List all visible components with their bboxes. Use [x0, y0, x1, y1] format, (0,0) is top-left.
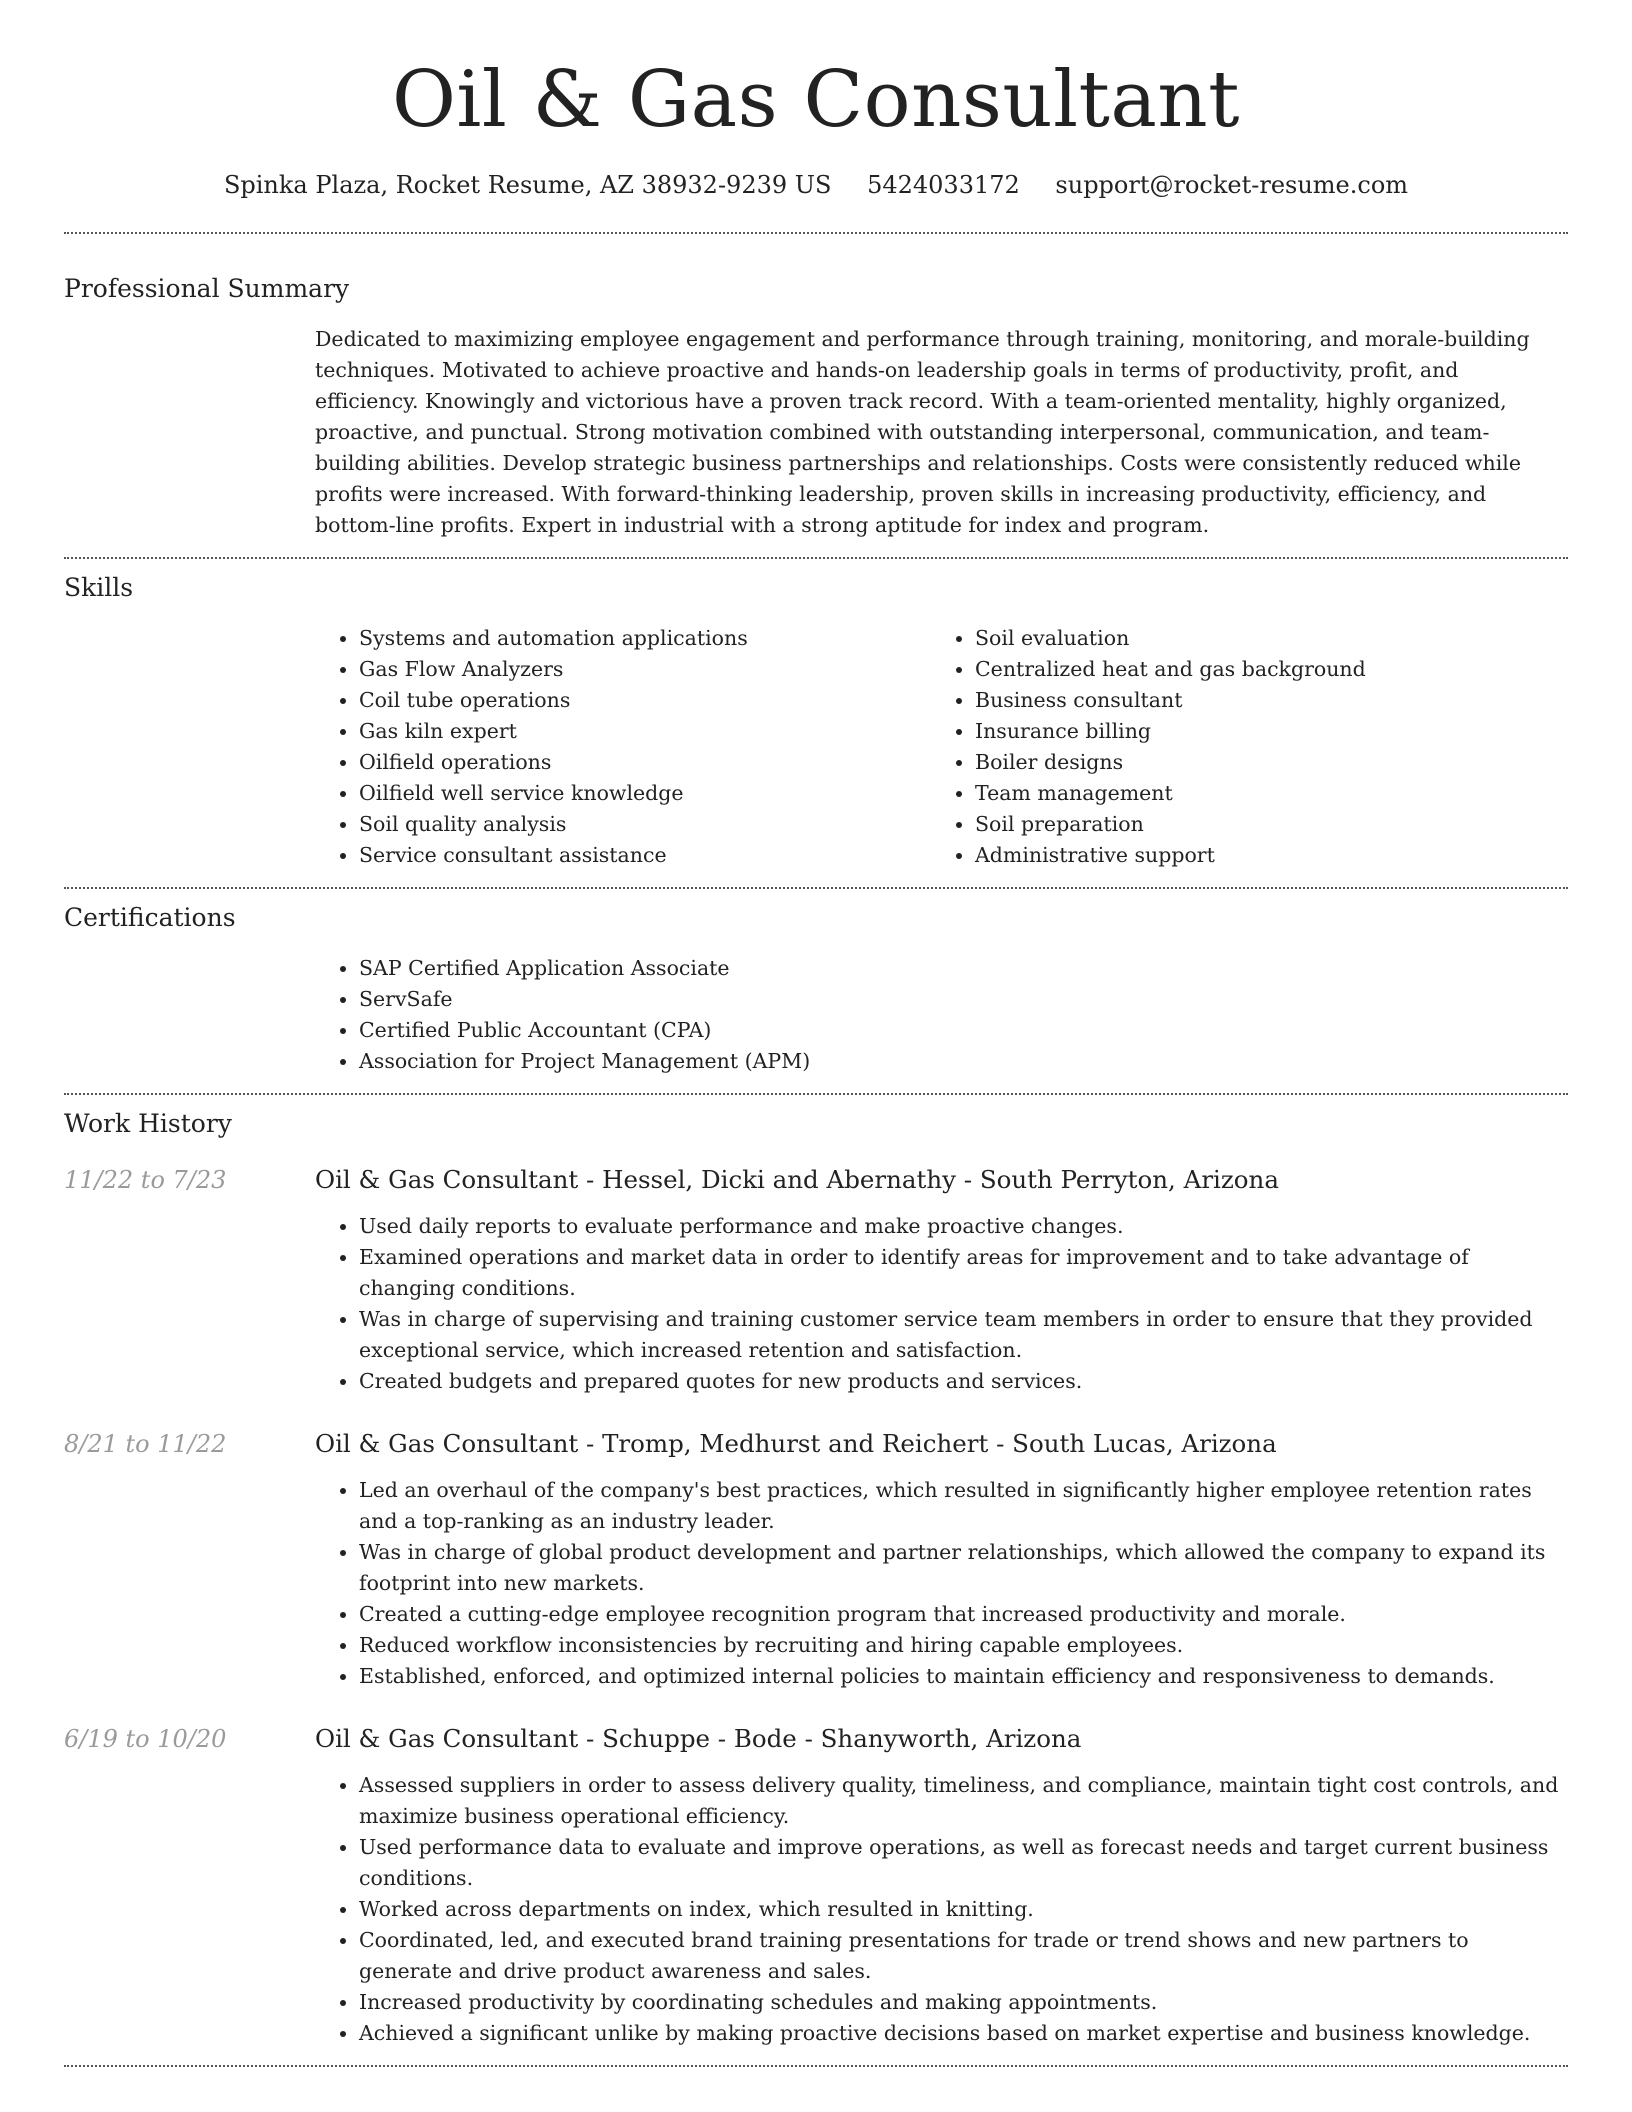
job-bullet: • Assessed suppliers in order to assess delivery quality, timeliness, and compliance, maintain tight cost controls, and maximize business operational efficiency. [359, 1770, 1568, 1832]
job-body [315, 1427, 1568, 1692]
summary-section [64, 234, 1568, 557]
job-bullet: • Worked across departments on index, which resulted in knitting. [359, 1894, 1568, 1925]
certifications-title: Certifications [64, 903, 236, 932]
skill-item: • Soil quality analysis [359, 809, 931, 840]
job-bullet: • Created budgets and prepared quotes for new products and services. [359, 1366, 1568, 1397]
job-bullet: • Created a cutting-edge employee recognition program that increased productivity and morale. [359, 1599, 1568, 1630]
skills-list [315, 623, 1568, 887]
job-bullet: • Used performance data to evaluate and improve operations, as well as forecast needs and target current business conditions. [359, 1832, 1568, 1894]
job-bullets [315, 1475, 1568, 1692]
contact-phone: 5424033172 [867, 171, 1020, 199]
contact-address: Spinka Plaza, Rocket Resume, AZ 38932-9239 US [223, 171, 832, 199]
skill-item: • Gas Flow Analyzers [359, 654, 931, 685]
job-bullet: • Was in charge of global product development and partner relationships, which allowed the company to expand its footprint into new markets. [359, 1537, 1568, 1599]
job-title: Oil & Gas Consultant - Schuppe - Bode - Shanyworth, Arizona [315, 1724, 1082, 1753]
contact-line [64, 168, 1568, 202]
certifications-list [315, 953, 1568, 1093]
skills-title: Skills [64, 573, 134, 602]
job-bullet: • Led an overhaul of the company's best practices, which resulted in significantly higher employee retention rates and a top-ranking as an industry leader. [359, 1475, 1568, 1537]
summary-text: Dedicated to maximizing employee engagement and performance through training, monitoring, and morale-building techniques. Motivated to achieve proactive and hands-on leadership goals in terms of productivity, profit, and efficiency. Knowingly and victorious have a proven track record. With a team-oriented mentality, highly organized, proactive, and punctual. Strong motivation combined with outstanding interpersonal, communication, and team-building abilities. Develop strategic business partnerships and relationships. Costs were consistently reduced while profits were increased. With forward-thinking leadership, proven skills in increasing productivity, efficiency, and bottom-line profits. Expert in industrial with a strong aptitude for index and program. [315, 327, 1530, 537]
job-body [315, 1722, 1568, 2049]
job-title: Oil & Gas Consultant - Tromp, Medhurst and Reichert - South Lucas, Arizona [315, 1429, 1277, 1458]
job-bullet: • Examined operations and market data in order to identify areas for improvement and to take advantage of changing conditions. [359, 1242, 1568, 1304]
candidate-name: Oil & Gas Consultant [391, 55, 1240, 145]
skill-item: • Boiler designs [975, 747, 1547, 778]
skill-item: • Insurance billing [975, 716, 1547, 747]
job-title: Oil & Gas Consultant - Hessel, Dicki and Abernathy - South Perryton, Arizona [315, 1165, 1279, 1194]
skill-item: • Soil evaluation [975, 623, 1547, 654]
summary-content [315, 324, 1568, 557]
job-bullet: • Used daily reports to evaluate performance and make proactive changes. [359, 1211, 1568, 1242]
certification-item: • Association for Project Management (APM) [359, 1046, 1568, 1077]
job-dates: 11/22 to 7/23 [64, 1166, 227, 1194]
resume-header [64, 0, 1568, 202]
job-bullet: • Coordinated, led, and executed brand training presentations for trade or trend shows and new partners to generate and drive product awareness and sales. [359, 1925, 1568, 1987]
contact-email: support@rocket-resume.com [1055, 171, 1409, 199]
work-history-divider [64, 2065, 1568, 2067]
skill-item: • Soil preparation [975, 809, 1547, 840]
skill-item: • Centralized heat and gas background [975, 654, 1547, 685]
job-bullet: • Achieved a significant unlike by making proactive decisions based on market expertise and business knowledge. [359, 2018, 1568, 2049]
job-bullet: • Established, enforced, and optimized internal policies to maintain efficiency and responsiveness to demands. [359, 1661, 1568, 1692]
skill-item: • Business consultant [975, 685, 1547, 716]
job-entry [64, 1427, 1568, 1692]
job-bullets [315, 1211, 1568, 1397]
certification-item: • Certified Public Accountant (CPA) [359, 1015, 1568, 1046]
skill-item: • Oilfield well service knowledge [359, 778, 931, 809]
skills-column-left [315, 623, 931, 871]
work-history-title: Work History [64, 1109, 232, 1138]
job-entry [64, 1722, 1568, 2065]
certifications-section [64, 889, 1568, 1093]
job-body [315, 1163, 1568, 1397]
job-entry [64, 1163, 1568, 1397]
certification-item: • ServSafe [359, 984, 1568, 1015]
skill-item: • Oilfield operations [359, 747, 931, 778]
skills-column-right [931, 623, 1547, 871]
skill-item: • Systems and automation applications [359, 623, 931, 654]
skills-section [64, 559, 1568, 887]
skill-item: • Coil tube operations [359, 685, 931, 716]
job-bullet: • Reduced workflow inconsistencies by recruiting and hiring capable employees. [359, 1630, 1568, 1661]
job-dates: 6/19 to 10/20 [64, 1725, 227, 1753]
skill-item: • Service consultant assistance [359, 840, 931, 871]
summary-title: Professional Summary [64, 274, 350, 303]
skill-item: • Team management [975, 778, 1547, 809]
certification-item: • SAP Certified Application Associate [359, 953, 1568, 984]
job-bullet: • Increased productivity by coordinating schedules and making appointments. [359, 1987, 1568, 2018]
job-bullets [315, 1770, 1568, 2049]
job-dates: 8/21 to 11/22 [64, 1430, 227, 1458]
skill-item: • Administrative support [975, 840, 1547, 871]
work-history-section [64, 1095, 1568, 2065]
skill-item: • Gas kiln expert [359, 716, 931, 747]
job-bullet: • Was in charge of supervising and training customer service team members in order to ensure that they provided exceptional service, which increased retention and satisfaction. [359, 1304, 1568, 1366]
